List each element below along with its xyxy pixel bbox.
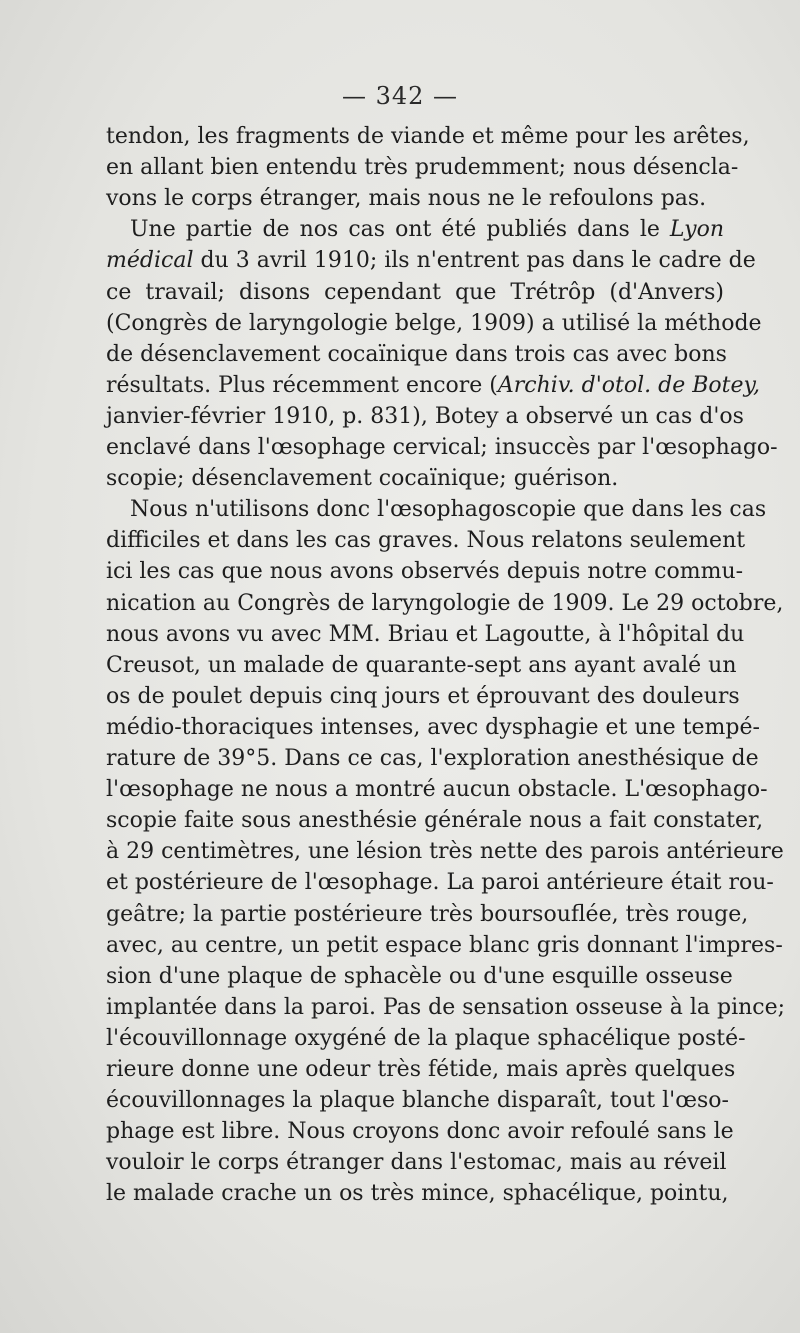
text-line: rature de 39°5. Dans ce cas, l'exploration anesthésique de: [106, 746, 759, 771]
text-line: [106, 246, 756, 276]
italic-text: Lyon: [669, 217, 724, 242]
text-line: ici les cas que nous avons observés depuis notre commu-: [106, 559, 744, 584]
text-line: rieure donne une odeur très fétide, mais après quelques: [106, 1057, 736, 1082]
text-line: vouloir le corps étranger dans l'estomac, mais au réveil: [106, 1150, 727, 1175]
text-line: (Congrès de laryngologie belge, 1909) a utilisé la méthode: [106, 311, 762, 336]
text-line: Nous n'utilisons donc l'œsophagoscopie que dans les cas: [130, 497, 767, 522]
text-line: geâtre; la partie postérieure très boursouflée, très rouge,: [106, 902, 749, 927]
text-line: scopie; désenclavement cocaïnique; guérison.: [106, 466, 619, 491]
text-segment: du 3 avril 1910; ils n'entrent pas dans le cadre de: [193, 248, 756, 273]
text-line: os de poulet depuis cinq jours et éprouvant des douleurs: [106, 684, 740, 709]
text-segment: Une partie de nos cas ont été publiés dans le: [130, 217, 670, 242]
text-line: nication au Congrès de laryngologie de 1909. Le 29 octobre,: [106, 591, 784, 616]
text-line: écouvillonnages la plaque blanche disparaît, tout l'œso-: [106, 1088, 729, 1113]
text-line: avec, au centre, un petit espace blanc gris donnant l'impres-: [106, 933, 783, 958]
text-line: médio-thoraciques intenses, avec dysphagie et une tempé-: [106, 715, 760, 740]
text-line: sion d'une plaque de sphacèle ou d'une esquille osseuse: [106, 964, 733, 989]
text-line: ce travail; disons cependant que Trétrôp (d'Anvers): [106, 280, 724, 305]
text-line: le malade crache un os très mince, sphacélique, pointu,: [106, 1181, 729, 1206]
text-line: scopie faite sous anesthésie générale nous a fait constater,: [106, 808, 764, 833]
text-line: janvier-février 1910, p. 831), Botey a observé un cas d'os: [106, 404, 744, 429]
text-line: en allant bien entendu très prudemment; nous désencla-: [106, 155, 739, 180]
text-line: l'œsophage ne nous a montré aucun obstacle. L'œsophago-: [106, 777, 768, 802]
text-line: difficiles et dans les cas graves. Nous relatons seulement: [106, 528, 746, 553]
text-line: implantée dans la paroi. Pas de sensation osseuse à la pince;: [106, 995, 786, 1020]
text-segment: résultats. Plus récemment encore (: [106, 373, 498, 398]
page-number: — 342 —: [341, 82, 459, 110]
text-line: l'écouvillonnage oxygéné de la plaque sphacélique posté-: [106, 1026, 746, 1051]
text-line: tendon, les fragments de viande et même pour les arêtes,: [106, 124, 750, 149]
text-line: de désenclavement cocaïnique dans trois cas avec bons: [106, 342, 727, 367]
text-line: Creusot, un malade de quarante-sept ans ayant avalé un: [106, 653, 737, 678]
italic-text: Archiv. d'otol. de Botey,: [497, 373, 760, 398]
text-line: [106, 371, 760, 401]
text-line: nous avons vu avec MM. Briau et Lagoutte, à l'hôpital du: [106, 622, 745, 647]
text-line: enclavé dans l'œsophage cervical; insuccès par l'œsophago-: [106, 435, 778, 460]
italic-text: médical: [106, 248, 194, 273]
text-line: [130, 215, 724, 245]
text-line: et postérieure de l'œsophage. La paroi antérieure était rou-: [106, 870, 774, 895]
text-line: vons le corps étranger, mais nous ne le refoulons pas.: [106, 186, 707, 211]
text-line: à 29 centimètres, une lésion très nette des parois antérieure: [106, 839, 784, 864]
text-line: phage est libre. Nous croyons donc avoir refoulé sans le: [106, 1119, 734, 1144]
